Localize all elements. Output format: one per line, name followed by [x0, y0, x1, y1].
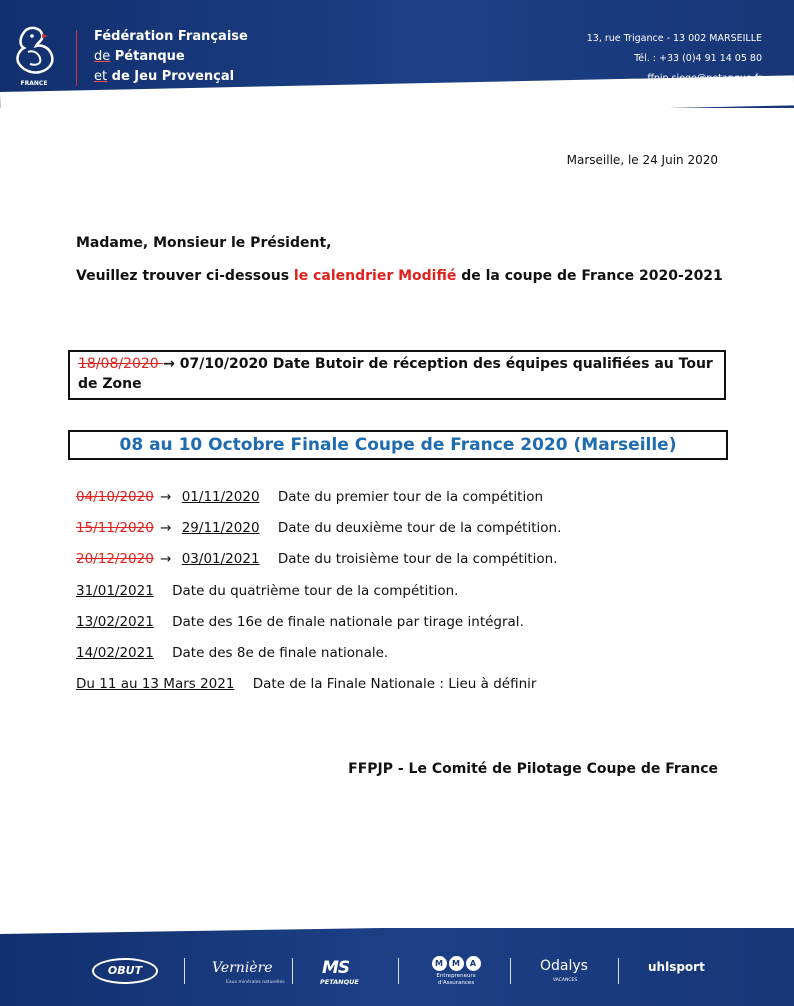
- deadline-old-date: 18/08/2020: [78, 356, 164, 372]
- arrow-right-icon: →: [160, 489, 172, 505]
- schedule-row: [76, 489, 543, 505]
- letterhead: [0, 0, 794, 108]
- schedule-description: Date des 16e de finale nationale par tirage intégral.: [172, 614, 524, 630]
- deadline-text: 07/10/2020 Date Butoir de réception des équipes qualifiées au Tour de Zone: [78, 356, 713, 392]
- schedule-row: [76, 645, 388, 661]
- schedule-row: [76, 520, 561, 536]
- signature: FFPJP - Le Comité de Pilotage Coupe de France: [348, 761, 718, 777]
- ms-petanque-logo: MS: [322, 958, 350, 978]
- sponsor-divider: [398, 958, 399, 984]
- fed-line2-prefix: de: [94, 49, 111, 64]
- sponsor-divider: [618, 958, 619, 984]
- schedule-row: [76, 676, 536, 692]
- odalys-logo: Odalys: [540, 958, 588, 974]
- mma-letter: A: [466, 956, 481, 971]
- schedule-description: Date de la Finale Nationale : Lieu à définir: [252, 676, 537, 692]
- logo-divider: [76, 30, 77, 86]
- schedule-description: Date du quatrième tour de la compétition.: [172, 583, 459, 599]
- federation-name: [94, 27, 248, 87]
- obut-logo: OBUT: [92, 958, 158, 984]
- logo-text: FRANCE: [20, 80, 48, 87]
- federation-name-line2: [94, 47, 248, 67]
- schedule-date: Du 11 au 13 Mars 2021: [76, 676, 235, 692]
- sponsor-divider: [510, 958, 511, 984]
- deadline-box: [68, 350, 726, 400]
- odalys-tagline: VACANCES: [553, 978, 578, 983]
- schedule-old-date: 20/12/2020: [76, 551, 154, 567]
- mma-tagline-2: d'Assurances: [437, 980, 475, 986]
- schedule-date: 31/01/2021: [76, 583, 154, 599]
- salutation: Madame, Monsieur le Président,: [76, 235, 332, 251]
- verniere-tagline: Eaux minérales naturelles: [226, 980, 285, 985]
- intro-before: Veuillez trouver ci-dessous: [76, 268, 294, 284]
- contact-block: [587, 29, 762, 89]
- intro-highlight: le calendrier Modifié: [293, 268, 457, 284]
- schedule-date: 29/11/2020: [181, 520, 260, 536]
- schedule-old-date: 15/11/2020: [76, 520, 154, 536]
- mma-letter: M: [432, 956, 447, 971]
- schedule-date: 01/11/2020: [181, 489, 260, 505]
- letter-date: Marseille, le 24 Juin 2020: [566, 153, 718, 167]
- schedule-description: Date des 8e de finale nationale.: [172, 645, 389, 661]
- phone: Tél. : +33 (0)4 91 14 05 80: [634, 53, 762, 64]
- arrow-right-icon: →: [160, 520, 172, 536]
- sponsor-divider: [292, 958, 293, 984]
- email-link[interactable]: ffpjp.siege@petanque.fr: [647, 73, 762, 84]
- address: 13, rue Trigance - 13 002 MARSEILLE: [586, 33, 762, 44]
- schedule-old-date: 04/10/2020: [76, 489, 154, 505]
- fed-line3-rest: de Jeu Provençal: [107, 69, 235, 84]
- mma-tagline-1: Entrepreneurs: [436, 973, 476, 979]
- fed-line3-prefix: et: [94, 69, 108, 84]
- federation-name-line1: Fédération Française: [94, 29, 248, 44]
- schedule-date: 13/02/2021: [76, 614, 154, 630]
- schedule-row: [76, 614, 524, 630]
- uhlsport-logo: uhlsport: [648, 960, 705, 974]
- final-event-box: 08 au 10 Octobre Finale Coupe de France 2020 (Marseille): [68, 430, 728, 460]
- schedule-description: Date du premier tour de la compétition: [277, 489, 544, 505]
- verniere-logo: Vernière: [212, 960, 273, 976]
- schedule-date: 14/02/2021: [76, 645, 154, 661]
- schedule-description: Date du troisième tour de la compétition.: [277, 551, 558, 567]
- arrow-right-icon: →: [160, 551, 172, 567]
- intro-paragraph: [76, 266, 726, 286]
- schedule-date: 03/01/2021: [181, 551, 260, 567]
- sponsor-footer: [0, 928, 794, 1006]
- schedule-description: Date du deuxième tour de la compétition.: [277, 520, 562, 536]
- fed-line2-rest: Pétanque: [110, 49, 185, 64]
- schedule-row: [76, 583, 458, 599]
- schedule-row: [76, 551, 558, 567]
- arrow-right-icon: →: [163, 356, 175, 372]
- sponsor-divider: [184, 958, 185, 984]
- federation-name-line3: [94, 67, 248, 87]
- ffpjp-rooster-logo-icon: [8, 24, 60, 88]
- mma-letter: M: [449, 956, 464, 971]
- ms-petanque-tagline: PETANQUE: [320, 978, 359, 986]
- mma-logo: [428, 956, 484, 990]
- intro-after: de la coupe de France 2020-2021: [456, 268, 723, 284]
